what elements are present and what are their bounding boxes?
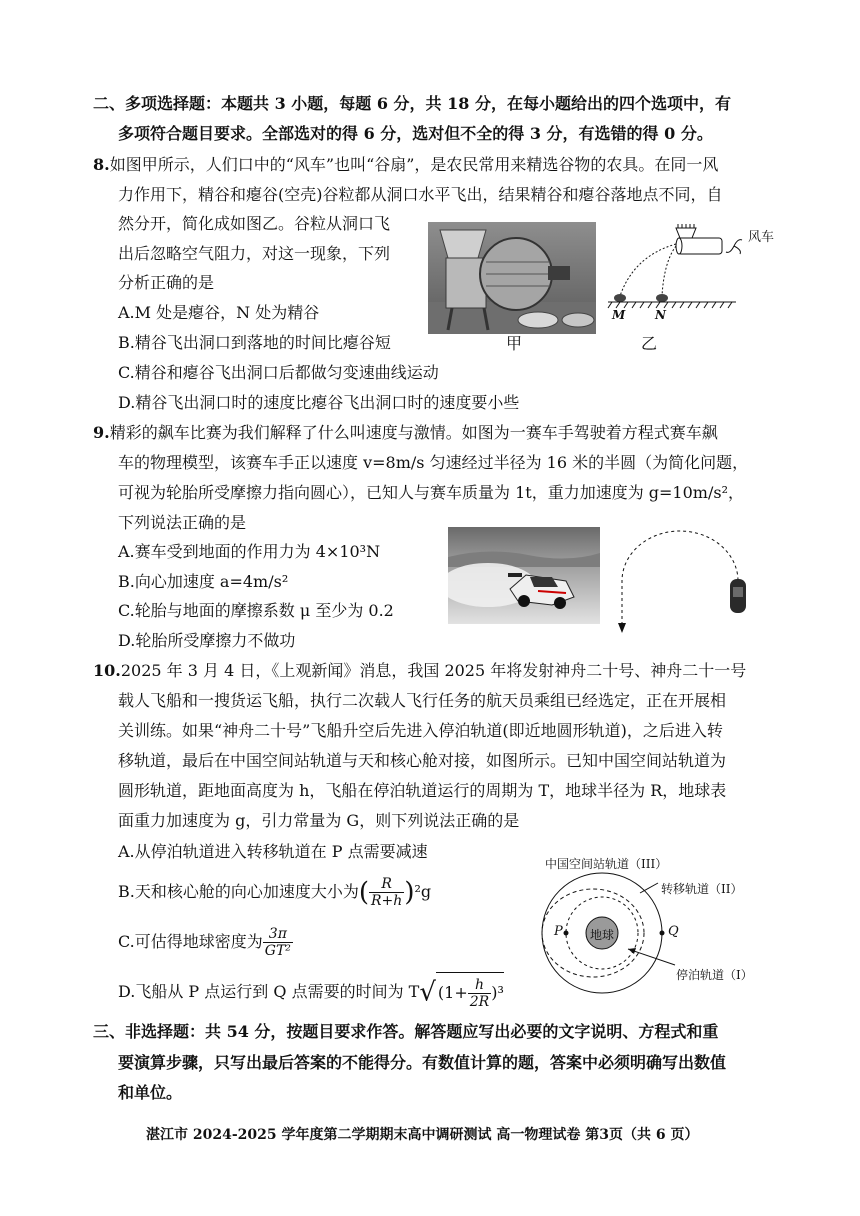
point-q-label: Q xyxy=(668,924,679,939)
q10-line3: 关训练。如果“神舟二十号”飞船升空后先进入停泊轨道(即近地圆形轨道)，之后进入转 xyxy=(118,721,723,740)
q8-option-a: A.M 处是瘪谷，N 处为精谷 xyxy=(118,303,320,322)
winnowing-machine-photo xyxy=(428,222,596,334)
q10-option-d-denominator: 2R xyxy=(469,994,490,1010)
q8-option-c: C.精谷和瘪谷飞出洞口后都做匀变速曲线运动 xyxy=(118,363,439,382)
race-car-photo xyxy=(448,527,600,624)
q9-line4: 下列说法正确的是 xyxy=(118,513,247,532)
q9-line2: 车的物理模型，该赛车手正以速度 v=8m/s 匀速经过半径为 16 米的半圆（为简化问题， xyxy=(118,453,749,472)
q9-option-c: C.轮胎与地面的摩擦系数 μ 至少为 0.2 xyxy=(118,601,394,620)
orbit-ii-label: 转移轨道（II） xyxy=(661,882,743,896)
q8-number: 8. xyxy=(93,155,110,174)
orbit-i-label: 停泊轨道（I） xyxy=(676,968,753,982)
q9-line1 xyxy=(93,422,718,444)
q10-line4: 移轨道，最后在中国空间站轨道与天和核心舱对接，如图所示。已知中国空间站轨道为 xyxy=(118,751,727,770)
q10-option-c-text: C.可估得地球密度为 xyxy=(118,932,263,951)
q10-option-c-fraction xyxy=(263,926,293,959)
q8-option-b: B.精谷飞出洞口到落地的时间比瘪谷短 xyxy=(118,333,391,352)
q8-line4: 出后忽略空气阻力，对这一现象，下列 xyxy=(118,244,391,263)
q8-option-d: D.精谷飞出洞口时的速度比瘪谷飞出洞口时的速度要小些 xyxy=(118,393,520,412)
page-footer: 湛江市 2024-2025 学年度第二学期期末高中调研测试 高一物理试卷 第3页（共 6 页） xyxy=(146,1127,699,1143)
q10-option-d-numerator: h xyxy=(468,977,491,994)
figure-jia-label: 甲 xyxy=(506,334,523,353)
q10-option-b-denominator: R+h xyxy=(371,893,403,909)
q10-line6: 面重力加速度为 g，引力常量为 G，则下列说法正确的是 xyxy=(118,811,520,830)
q9-number: 9. xyxy=(93,423,110,442)
point-p-label: P xyxy=(554,924,563,939)
q10-option-b-suffix: ²g xyxy=(414,882,432,901)
section3-heading-line2: 要演算步骤，只写出最后答案的不能得分。有数值计算的题，答案中必须明确写出数值 xyxy=(118,1053,727,1072)
q10-option-d: D.飞船从 P 点运行到 Q 点需要的时间为 T√ (1+ $\frac{h}{2R}$ )³ xyxy=(118,972,504,1013)
q10-option-a: A.从停泊轨道进入转移轨道在 P 点需要减速 xyxy=(118,842,428,861)
q9-option-b: B.向心加速度 a=4m/s² xyxy=(118,572,289,591)
q8-line2: 力作用下，精谷和瘪谷(空壳)谷粒都从洞口水平飞出，结果精谷和瘪谷落地点不同，自 xyxy=(118,185,723,204)
q10-option-d-inner-suffix: )³ xyxy=(491,983,504,1002)
q10-option-b-numerator: R xyxy=(369,876,404,893)
q8-line1 xyxy=(93,154,718,176)
label-m: M xyxy=(612,308,626,322)
q10-option-b-fraction xyxy=(369,876,404,909)
q10-line2: 载人飞船和一搜货运飞船，执行二次载人飞行任务的航天员乘组已经选定，正在开展相 xyxy=(118,691,727,710)
q10-option-d-fraction xyxy=(468,977,491,1010)
q10-option-c-numerator: 3π xyxy=(263,926,293,943)
section2-heading-line1: 二、多项选择题：本题共 3 小题，每题 6 分，共 18 分，在每小题给出的四个选项中，有 xyxy=(93,94,731,113)
q9-option-d: D.轮胎所受摩擦力不做功 xyxy=(118,631,296,650)
q9-option-a: A.赛车受到地面的作用力为 4×10³N xyxy=(118,542,381,561)
section2-heading-line2: 多项符合题目要求。全部选对的得 6 分，选对但不全的得 3 分，有选错的得 0 分。 xyxy=(118,124,713,143)
label-n: N xyxy=(655,308,666,322)
section3-heading-line3: 和单位。 xyxy=(118,1083,183,1102)
q10-text1: 2025 年 3 月 4 日，《上观新闻》消息，我国 2025 年将发射神舟二十号、神舟二十一号 xyxy=(120,661,747,680)
earth-label: 地球 xyxy=(590,928,615,942)
q10-option-d-text: D.飞船从 P 点运行到 Q 点需要的时间为 T xyxy=(118,982,420,1001)
q9-text1: 精彩的飙车比赛为我们解释了什么叫速度与激情。如图为一赛车手驾驶着方程式赛车飙 xyxy=(109,423,718,442)
q10-line1 xyxy=(93,660,746,682)
q8-text1: 如图甲所示，人们口中的“风车”也叫“谷扇”，是农民常用来精选谷物的农具。在同一风 xyxy=(109,155,719,174)
q10-option-d-inner-prefix: (1+ xyxy=(437,983,468,1002)
q10-option-b-text: B.天和核心舱的向心加速度大小为 xyxy=(118,882,359,901)
q10-number: 10. xyxy=(93,661,121,680)
q8-line5: 分析正确的是 xyxy=(118,273,215,292)
q10-line5: 圆形轨道，距地面高度为 h，飞船在停泊轨道运行的周期为 T，地球半径为 R，地球表 xyxy=(118,781,727,800)
orbit-iii-label: 中国空间站轨道（III） xyxy=(545,857,668,871)
figure-yi-label: 乙 xyxy=(641,334,658,353)
q10-option-b: B.天和核心舱的向心加速度大小为( $\frac{R}{R+h}$ )²g xyxy=(118,876,432,909)
q10-option-c xyxy=(118,922,293,962)
semicircle-path-diagram xyxy=(608,525,748,635)
section3-heading-line1: 三、非选择题：共 54 分，按题目要求作答。解答题应写出必要的文字说明、方程式和重 xyxy=(93,1022,719,1041)
q8-line3: 然分开，简化成如图乙。谷粒从洞口飞 xyxy=(118,214,391,233)
windmill-label: 风车 xyxy=(748,230,775,245)
q10-option-c-denominator: GT² xyxy=(264,943,291,959)
q9-line3: 可视为轮胎所受摩擦力指向圆心），已知人与赛车质量为 1t，重力加速度为 g=10m/s²， xyxy=(118,483,744,502)
